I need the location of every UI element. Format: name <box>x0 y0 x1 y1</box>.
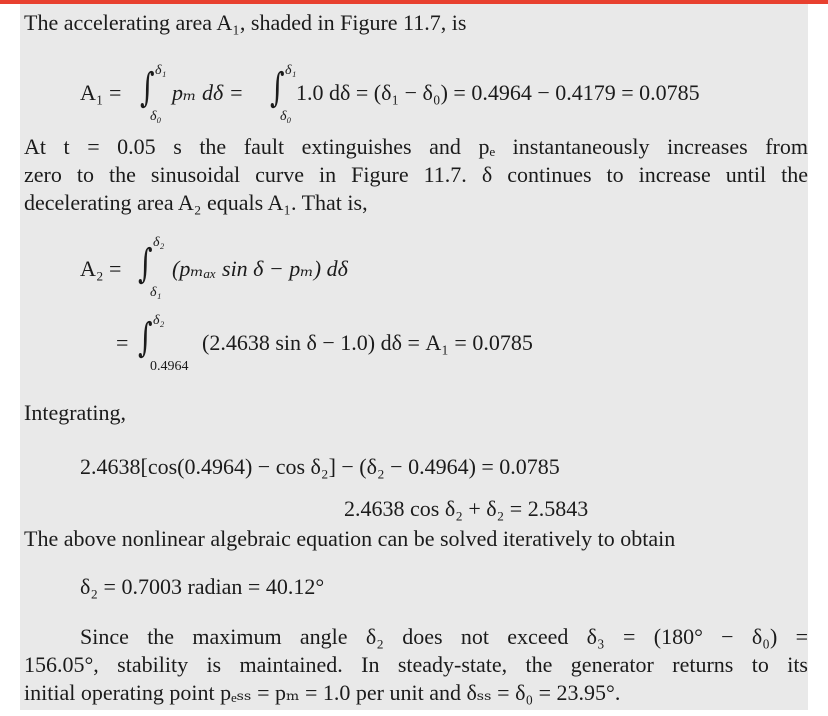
result-equation: δ₂ = 0.7003 radian = 40.12° <box>80 574 325 599</box>
eq2-int1-lower: δ₁ <box>150 285 162 300</box>
eq2-equals: = <box>116 330 129 355</box>
eq1-int2-upper: δ₁ <box>285 63 297 78</box>
para4-line3: initial operating point pₑₛₛ = pₘ = 1.0 per unit and δₛₛ = δ₀ = 23.95°. <box>24 680 621 705</box>
eq1-int2-lower: δ₀ <box>280 109 292 124</box>
integral-sign: ∫ <box>138 241 153 287</box>
integral-sign: ∫ <box>270 65 285 111</box>
para3: The above nonlinear algebraic equation can be solved iteratively to obtain <box>24 526 676 551</box>
integrating-label: Integrating, <box>24 400 127 425</box>
eq1-int2-body: 1.0 dδ = (δ₁ − δ₀) = 0.4964 − 0.4179 = 0.0785 <box>296 80 700 105</box>
para4-line1: Since the maximum angle δ₂ does not exceed δ₃ = (180° − δ₀) = <box>80 624 808 649</box>
integral-sign: ∫ <box>138 315 153 361</box>
para2-line2: zero to the sinusoidal curve in Figure 11.7. δ continues to increase until the <box>24 162 808 187</box>
para4-line2: 156.05°, stability is maintained. In steady-state, the generator returns to its <box>24 652 808 677</box>
eq1-int1-upper: δ₁ <box>155 63 167 78</box>
eq1-int1-body: pₘ dδ = <box>172 80 244 105</box>
eq2-int2-upper: δ₂ <box>153 313 165 328</box>
intro-text: The accelerating area A₁, shaded in Figure 11.7, is <box>24 10 467 35</box>
eq2-lhs: A₂ = <box>80 256 122 281</box>
eq3-line2: 2.4638 cos δ₂ + δ₂ = 2.5843 <box>344 496 589 521</box>
eq2-int1-body: (pₘₐₓ sin δ − pₘ) dδ <box>172 256 348 281</box>
eq2-int1-upper: δ₂ <box>153 235 165 250</box>
integral-sign: ∫ <box>140 65 155 111</box>
para2-line3: decelerating area A₂ equals A₁. That is, <box>24 190 368 215</box>
eq2-int2-body: (2.4638 sin δ − 1.0) dδ = A₁ = 0.0785 <box>202 330 533 355</box>
para2-line1: At t = 0.05 s the fault extinguishes and pₑ instantaneously increases from <box>24 134 808 159</box>
eq2-int2-lower: 0.4964 <box>150 359 189 374</box>
eq3-line1: 2.4638[cos(0.4964) − cos δ₂] − (δ₂ − 0.4964) = 0.0785 <box>80 454 560 479</box>
eq1-lhs: A₁ = <box>80 80 122 105</box>
eq1-int1-lower: δ₀ <box>150 109 162 124</box>
